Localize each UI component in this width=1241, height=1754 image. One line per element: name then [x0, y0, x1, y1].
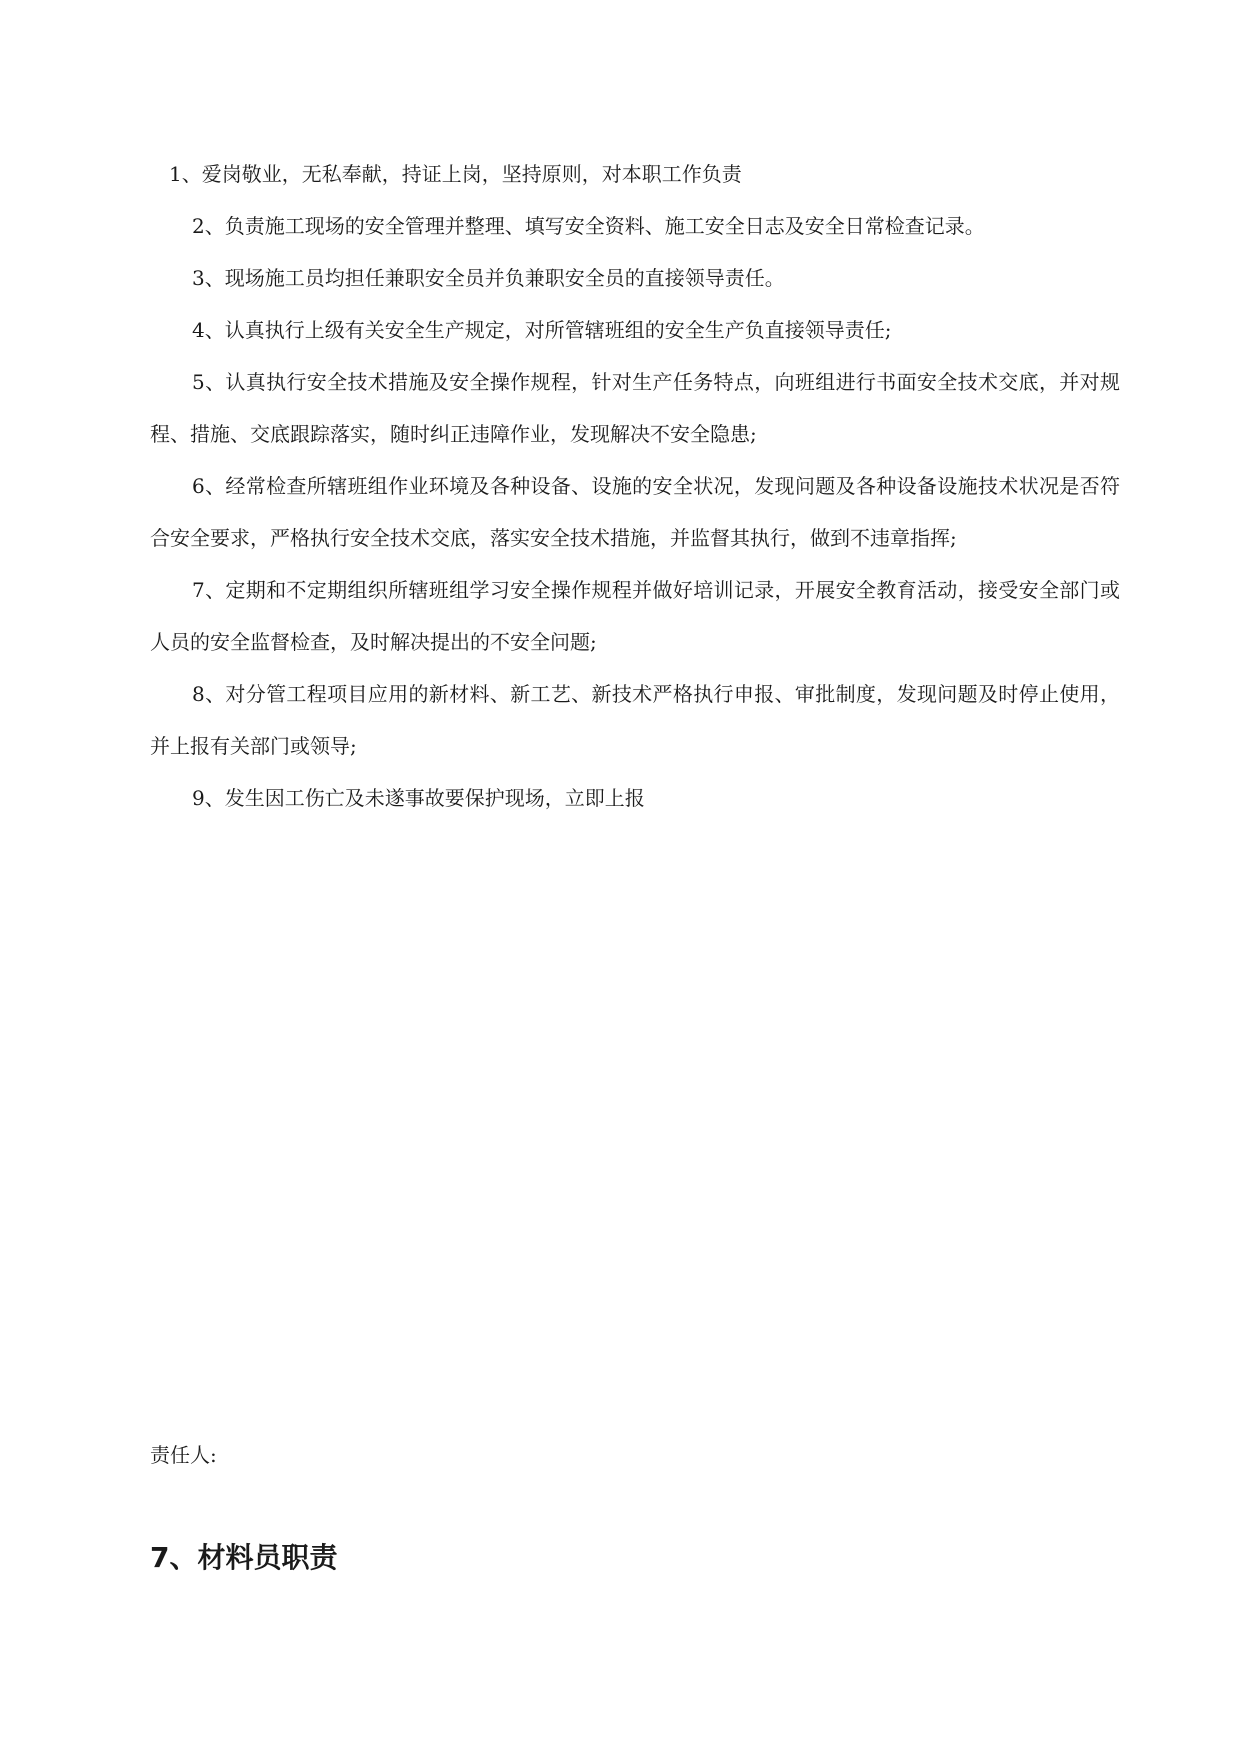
duty-item-8: 8、对分管工程项目应用的新材料、新工艺、新技术严格执行申报、审批制度，发现问题及时停止使用，并上报有关部门或领导; [150, 682, 1120, 758]
duty-item-6: 6、经常检查所辖班组作业环境及各种设备、设施的安全状况，发现问题及各种设备设施技术状况是否符合安全要求，严格执行安全技术交底，落实安全技术措施，并监督其执行，做到不违章指挥; [150, 474, 1120, 550]
duty-item-9: 9、发生因工伤亡及未遂事故要保护现场，立即上报 [192, 786, 645, 810]
duty-item-3: 3、现场施工员均担任兼职安全员并负兼职安全员的直接领导责任。 [192, 266, 785, 290]
duty-item-2: 2、负责施工现场的安全管理并整理、填写安全资料、施工安全日志及安全日常检查记录。 [192, 214, 985, 238]
duty-item-5: 5、认真执行安全技术措施及安全操作规程，针对生产任务特点，向班组进行书面安全技术交底，并对规程、措施、交底跟踪落实，随时纠正违障作业，发现解决不安全隐患; [150, 370, 1120, 446]
duty-item-1: 1、爱岗敬业，无私奉献，持证上岗，坚持原则，对本职工作负责 [169, 162, 742, 186]
duty-item-4: 4、认真执行上级有关安全生产规定，对所管辖班组的安全生产负直接领导责任; [192, 318, 892, 342]
responsible-person-label: 责任人: [150, 1443, 217, 1467]
section-heading: 7、材料员职责 [150, 1541, 338, 1574]
duty-item-7: 7、定期和不定期组织所辖班组学习安全操作规程并做好培训记录，开展安全教育活动，接受安全部门或人员的安全监督检查，及时解决提出的不安全问题; [150, 578, 1120, 654]
duty-list [150, 148, 1120, 824]
